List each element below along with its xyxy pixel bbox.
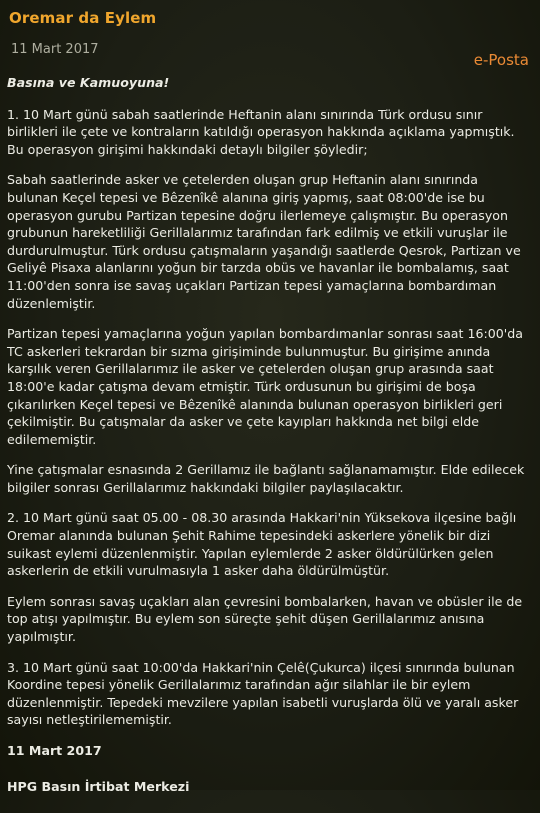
paragraph-4: Yine çatışmalar esnasında 2 Gerillamız ile bağlantı sağlanamamıştır. Elde edilecek bilgiler sonrası Gerillalarımız hakkındaki bilgiler paylaşılacaktır. [7,462,525,495]
post-greeting: Basına ve Kamuoyuna! [7,75,170,90]
paragraph-3: Partizan tepesi yamaçlarına yoğun yapılan bombardımanlar sonrası saat 16:00'da TC askerleri tekrardan bir sızma girişiminde bulunmuştur. Bu girişime anında karşılık veren Gerillalarımız ile asker ve çetelerden oluşan grup arasında saat 18:00'e kadar çatışma devam etmiştir. Türk ordusunun bu girişimi de boşa çıkarılırken Keçel tepesi ve Bêzenîkê alanında bulunan operasyon birlikleri geri çekilmiştir. Bu çatışmalar da asker ve çete kayıpları hakkında net bilgi elde edilememiştir. [7,326,523,447]
signature-date: 11 Mart 2017 [7,743,102,758]
paragraph-1: 1. 10 Mart günü sabah saatlerinde Heftanin alanı sınırında Türk ordusu sınır birlikleri ile çete ve kontraların katıldığı operasyon hakkında açıklama yapmıştık. Bu operasyon girişimi hakkındaki detaylı bilgiler şöyledir; [7,106,515,157]
paragraph-2: Sabah saatlerinde asker ve çetelerden oluşan grup Heftanin alanı sınırında bulunan Keçel tepesi ve Bêzenîkê alanına giriş yapmış, saat 08:00'de ise bu operasyon gurubu Partizan tepesine doğru ilerlemeye çalışmıştır. Bu operasyon grubunun hareketliliği Gerillalarımız tarafından fark edilmiş ve etkili vuruşlar ile durdurulmuştur. Türk ordusu çatışmaların yaşandığı saatlerde Qesrok, Partizan ve Geliyê Pisaxa alanlarını yoğun bir tarzda obüs ve havanlar ile bombalamış, saat 11:00'den sonra ise savaş uçakları Partizan tepesi yamaçlarına bombardıman düzenlemiştir. [7,172,521,311]
paragraph-7: 3. 10 Mart günü saat 10:00'da Hakkari'nin Çelê(Çukurca) ilçesi sınırında bulunan Koordine tepesi yönelik Gerillalarımız tarafından ağır silahlar ile bir eylem düzenlenmiştir. Tepedeki mevzilere yapılan isabetli vuruşlarda ölü ve yaralı asker sayısı netleştirilememiştir. [7,659,519,728]
signature: HPG Basın İrtibat Merkezi [7,778,190,794]
email-link[interactable]: e-Posta [473,51,529,69]
paragraph-6: Eylem sonrası savaş uçakları alan çevresini bombalarken, havan ve obüsler ile de top atışı yapılmıştır. Bu eylem son süreçte şehit düşen Gerillalarımız anısına yapılmıştır. [7,593,523,645]
post-body [7,74,531,813]
post-date: 11 Mart 2017 [11,42,99,57]
post-title[interactable]: Oremar da Eylem [9,9,157,27]
paragraph-5: 2. 10 Mart günü saat 05.00 - 08.30 arasında Hakkari'nin Yüksekova ilçesine bağlı Oremar alanında bulunan Şehit Rahime tepesindeki askerlere yönelik bir dizi suikast eylemi düzenlenmiştir. Yapılan eylemlerde 2 asker öldürülürken gelen askerlerin de etkili vurulmasıyla 1 asker daha öldürülmüştür. [7,510,517,579]
